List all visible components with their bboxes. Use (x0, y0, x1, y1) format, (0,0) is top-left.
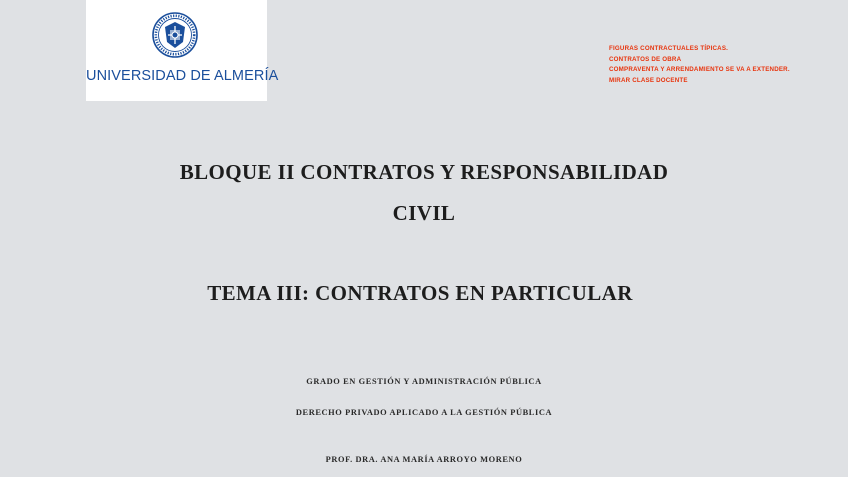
university-name: UNIVERSIDAD DE ALMERÍA (86, 68, 279, 84)
course-name: DERECHO PRIVADO APLICADO A LA GESTIÓN PÚBLICA (295, 408, 553, 417)
title-line-2: CIVIL (392, 201, 456, 225)
university-seal-icon (152, 12, 198, 58)
note-line: FIGURAS CONTRACTUALES TÍPICAS. (609, 45, 729, 52)
topic-title: TEMA III: CONTRATOS EN PARTICULAR (207, 281, 633, 305)
note-line: COMPRAVENTA Y ARRENDAMIENTO SE VA A EXTENDER. (609, 66, 790, 73)
degree-name: GRADO EN GESTIÓN Y ADMINISTRACIÓN PÚBLICA (306, 377, 542, 386)
note-line: MIRAR CLASE DOCENTE (609, 76, 688, 84)
annotation-notes (609, 44, 790, 86)
page-title (0, 152, 848, 234)
title-line-1: BLOQUE II CONTRATOS Y RESPONSABILIDAD (179, 160, 669, 184)
note-line: CONTRATOS DE OBRA (609, 55, 682, 63)
professor-name: PROF. DRA. ANA MARÍA ARROYO MORENO (325, 455, 523, 464)
university-logo (86, 0, 279, 101)
